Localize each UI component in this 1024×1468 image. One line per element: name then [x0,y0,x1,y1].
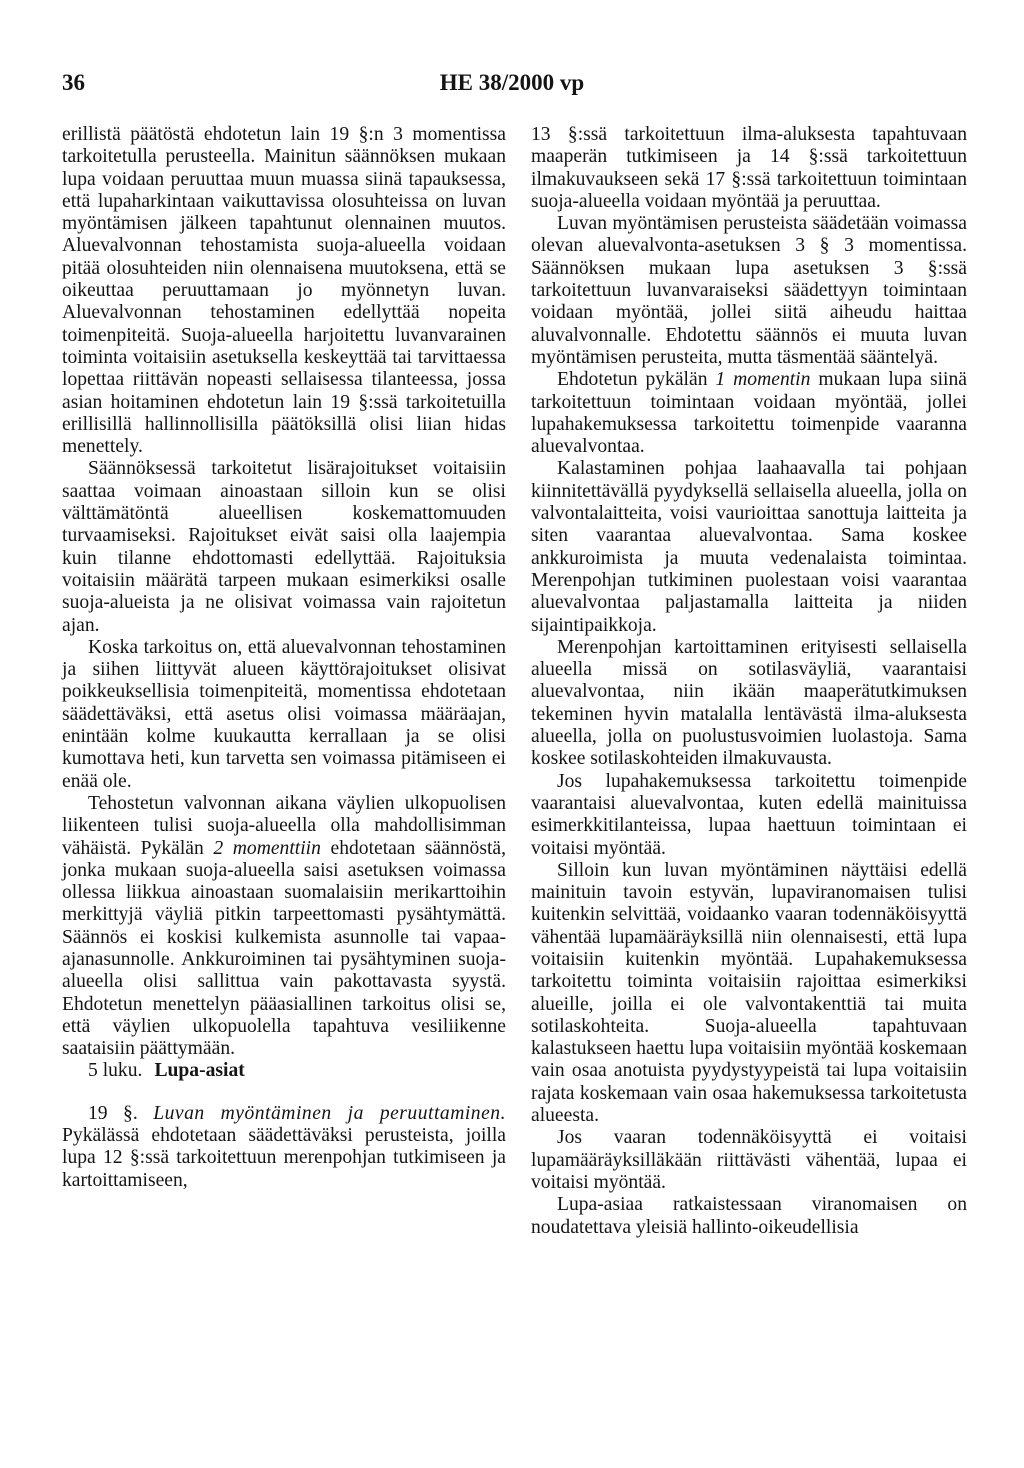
left-column [62,124,506,1192]
running-head: HE 38/2000 vp [439,70,585,95]
paragraph: Jos vaaran todennäköisyyttä ei voitaisi lupamääräyksilläkään riittävästi vähentää, lupaa ei voitaisi myöntää. [531,1127,967,1193]
paragraph: Luvan myöntämisen perusteista säädetään voimassa olevan aluevalvonta-asetuksen 3 § 3 momentissa. Säännöksen mukaan lupa asetuksen 3 §:ssä tarkoitettuun luvanvaraiseksi säädettyyn toimintaan voidaan myöntää, jollei siitä aiheudu haittaa aluvalvonnalle. Ehdotettu säännös ei muuta luvan myöntämisen perusteita, mutta täsmentää sääntelyä. [531,213,967,368]
paragraph-text: ehdotetaan säännöstä, jonka mukaan suoja-alueella saisi asetuksen voimassa ollessa liikkua ainoastaan suomalaisiin merikarttoihin merkittyjä väyliä pitkin tarpeettomasti pysähtymättä. Säännös ei koskisi kulkemista asunnolle tai vapaa-ajanasunnolle. Ankkuroiminen tai pysähtyminen suoja-alueella olisi sallittua vain pakottavasta syystä. Ehdotetun menettelyn pääasiallinen tarkoitus olisi se, että väylien ulkopuolella tapahtuva vesiliikenne saataisiin päättymään. [62,837,507,1060]
chapter-heading [62,1060,506,1082]
page-number: 36 [62,70,85,95]
paragraph: Kalastaminen pohjaa laahaavalla tai pohjaan kiinnitettävällä pyydyksellä sellaisella alueella, jolla on valvontalaitteita, voisi vaurioittaa sanottuja laitteita ja siten vaarantaa aluevalvontaa. Sama koskee ankkuroimista ja muuta vedenalaista toimintaa. Merenpohjan tutkiminen puolestaan voisi vaarantaa aluevalvontaa paljastamalla laitteita ja niiden sijaintipaikkoja. [531,458,967,636]
paragraph: Koska tarkoitus on, että aluevalvonnan tehostaminen ja siihen liittyvät alueen käyttörajoitukset olisivat poikkeuksellisia toimenpiteitä, momentissa ehdotetaan säädettäväksi, että asetus olisi voimassa määräajan, enintään kolme kuukautta kerrallaan ja se olisi kumottava heti, kun tarvetta sen voimassa pitämiseen ei enää ole. [62,636,506,792]
paragraph: Jos lupahakemuksessa tarkoitettu toimenpide vaarantaisi aluevalvontaa, kuten edellä mainituissa esimerkkitilanteissa, lupaa haettuun toimintaan ei voitaisi myöntää. [531,770,967,859]
paragraph: 13 §:ssä tarkoitettuun ilma-aluksesta tapahtuvaan maaperän tutkimiseen ja 14 §:ssä tarkoitettuun ilmakuvaukseen sekä 17 §:ssä tarkoitettuun toimintaan suoja-alueella voidaan myöntää ja peruuttaa. [531,124,967,212]
paragraph: erillistä päätöstä ehdotetun lain 19 §:n 3 momentissa tarkoitetulla perusteella. Mainitun säännöksen mukaan lupa voidaan peruuttaa muun muassa siinä tapauksessa, että lupaharkintaan vaikuttavissa olosuhteissa on luvan myöntämisen jälkeen tapahtunut olennainen muutos. Aluevalvonnan tehostamista suoja-alueella voidaan pitää olosuhteiden niin olennaisena muutoksena, että se oikeuttaa peruuttamaan jo myönnetyn luvan. Aluevalvonnan tehostaminen edellyttää nopeita toimenpiteitä. Suoja-alueella harjoitettu luvanvarainen toiminta voitaisiin asetuksella keskeyttää tai tarvittaessa lopettaa riittävän nopeasti sellaisessa tilanteessa, jossa asian hoitaminen ehdotetun lain 19 §:ssä tarkoitetuilla erillisillä hallinnollisilla päätöksillä olisi liian hidas menettely. [62,124,506,458]
paragraph [531,369,967,458]
chapter-number: 5 luku. [88,1060,143,1082]
emphasis-text: 2 momenttiin [213,837,321,859]
paragraph: Lupa-asiaa ratkaistessaan viranomaisen on noudatettava yleisiä hallinto-oikeudellisia [531,1194,967,1238]
paragraph-text: Tehostetun valvonnan aikana väylien ulkopuolisen liikenteen tulisi suoja-alueella olla mahdollisimman vähäistä. Pykälän [62,792,506,859]
paragraph: Silloin kun luvan myöntäminen näyttäisi edellä mainituin tavoin estyvän, lupaviranomaisen tulisi kuitenkin selvittää, voidaanko vaaran todennäköisyyttä vähentää lupamääräyksillä niin olennaisesti, että lupa voitaisiin kuitenkin myöntää. Lupahakemuksessa tarkoitettu toiminta voitaisiin rajoittaa esimerkiksi alueille, joilla ei ole valvontakenttiä tai muita sotilaskohteita. Suoja-alueella tapahtuvaan kalastukseen haettu lupa voitaisiin myöntää koskemaan vain osaa anotuista pyydystyypeistä tai lupa voitaisiin rajata koskemaan vain osaa hakemuksessa tarkoitetusta alueesta. [531,859,967,1127]
paragraph-text: Pykälässä ehdotetaan säädettäväksi perusteista, joilla lupa 12 §:ssä tarkoitettuun merenpohjan tutkimiseen ja kartoittamiseen, [62,1125,506,1191]
paragraph: Säännöksessä tarkoitetut lisärajoitukset voitaisiin saattaa voimaan ainoastaan silloin kun se olisi välttämätöntä alueellisen koskemattomuuden turvaamiseksi. Rajoitukset eivät saisi olla laajempia kuin tilanne ehdottomasti edellyttää. Rajoituksia voitaisiin määrätä tarpeen mukaan esimerkiksi osalle suoja-alueista ja ne olisivat voimassa vain rajoitetun ajan. [62,458,506,636]
emphasis-text: 1 momentin [715,369,811,391]
section-paragraph [62,1103,506,1192]
paragraph-text: mukaan lupa siinä tarkoitettuun toimintaan voidaan myöntää, jollei lupahakemuksessa tarkoitettu toimenpide vaaranna aluevalvontaa. [531,369,967,458]
paragraph-text: Ehdotetun pykälän [557,369,716,391]
paragraph: Merenpohjan kartoittaminen erityisesti sellaisella alueella missä on sotilasväyliä, vaarantaisi aluevalvontaa, niin ikään maaperätutkimuksen tekeminen hyvin matalalla lentävästä ilma-aluksesta alueella, jolla on puolustusvoimien luolastoja. Sama koskee sotilaskohteiden ilmakuvausta. [531,636,967,770]
chapter-title: Lupa-asiat [154,1060,245,1082]
section-number: 19 §. [88,1102,154,1124]
right-column [531,124,967,1239]
paragraph [62,793,506,1061]
section-title: Luvan myöntäminen ja peruuttaminen. [153,1102,506,1124]
